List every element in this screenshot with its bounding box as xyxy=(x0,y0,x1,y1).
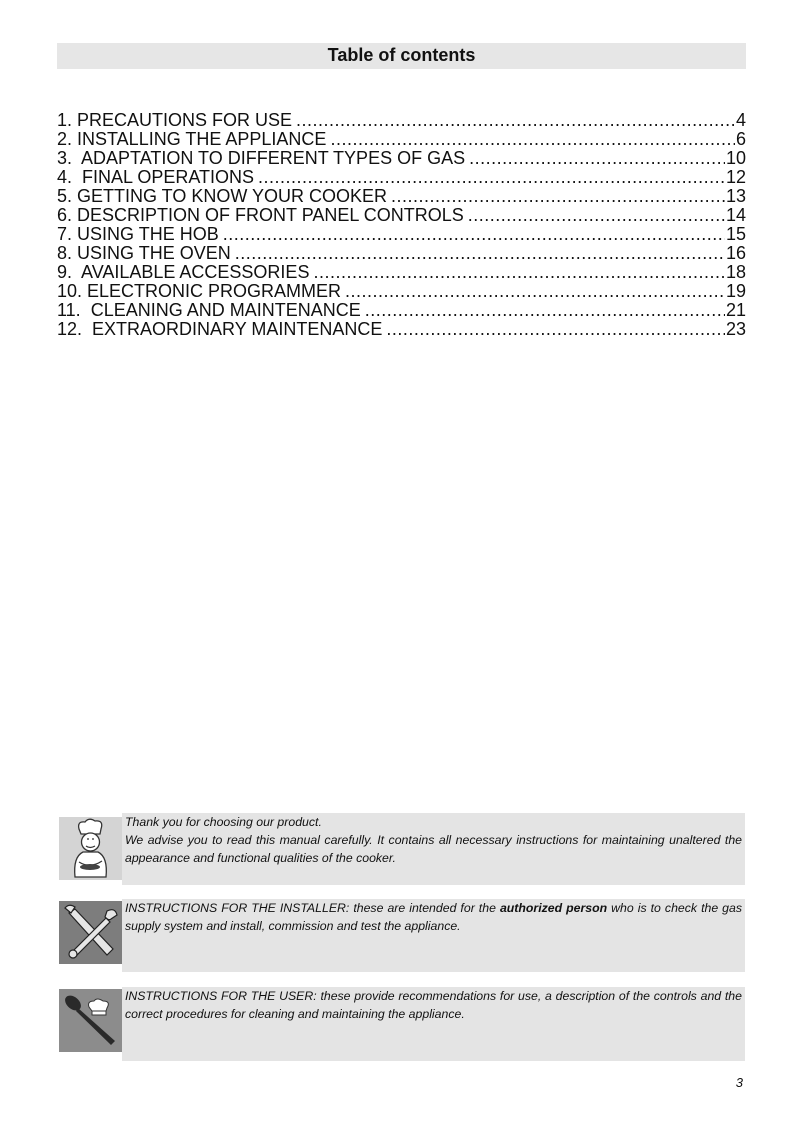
toc-entry-title: 10. ELECTRONIC PROGRAMMER xyxy=(57,282,342,301)
toc-entry[interactable] xyxy=(57,301,746,320)
spoon-icon xyxy=(59,989,122,1052)
welcome-text xyxy=(122,813,745,885)
installer-text-post: who is to check the gas supply system and install, commission and test the appliance. xyxy=(125,901,743,933)
toc-entry-page: 13 xyxy=(725,187,746,206)
toc-entry[interactable] xyxy=(57,168,746,187)
toc-entry-title: 8. USING THE OVEN xyxy=(57,244,231,263)
welcome-line-2: We advise you to read this manual carefully. It contains all necessary instructions for maintaining unaltered the appearance and functional qualities of the cooker. xyxy=(125,833,742,865)
toc-entry-page: 4 xyxy=(735,111,746,130)
welcome-note xyxy=(59,813,745,885)
toc-entry[interactable] xyxy=(57,225,746,244)
toc-entry-page: 23 xyxy=(725,320,746,339)
toc-entry-page: 15 xyxy=(725,225,746,244)
installer-note xyxy=(59,899,745,972)
toc-leader xyxy=(330,130,735,149)
toc-entry-title: 12. EXTRAORDINARY MAINTENANCE xyxy=(57,320,383,339)
installer-text-pre: INSTRUCTIONS FOR THE INSTALLER: these are intended for the xyxy=(125,901,500,915)
user-text xyxy=(122,987,745,1061)
toc-entry[interactable] xyxy=(57,206,746,225)
toc-leader xyxy=(258,168,725,187)
toc-entry-title: 7. USING THE HOB xyxy=(57,225,219,244)
installer-text-bold: authorized person xyxy=(499,901,608,915)
toc-leader xyxy=(223,225,725,244)
tools-icon xyxy=(59,901,122,964)
toc-entry[interactable] xyxy=(57,320,746,339)
toc-leader xyxy=(235,244,725,263)
toc-entry-page: 18 xyxy=(725,263,746,282)
toc-entry[interactable] xyxy=(57,244,746,263)
toc-entry[interactable] xyxy=(57,187,746,206)
toc-entry-title: 11. CLEANING AND MAINTENANCE xyxy=(57,301,361,320)
toc-entry-title: 9. AVAILABLE ACCESSORIES xyxy=(57,263,310,282)
toc-entry[interactable] xyxy=(57,130,746,149)
toc-leader xyxy=(386,320,725,339)
toc-entry-page: 14 xyxy=(725,206,746,225)
toc-entry[interactable] xyxy=(57,263,746,282)
toc-entry-page: 21 xyxy=(725,301,746,320)
toc-entry-page: 10 xyxy=(725,149,746,168)
toc-leader xyxy=(468,206,725,225)
toc-entry-title: 4. FINAL OPERATIONS xyxy=(57,168,255,187)
toc-entry-page: 12 xyxy=(725,168,746,187)
toc-entry-page: 16 xyxy=(725,244,746,263)
toc-leader xyxy=(469,149,725,168)
installer-text xyxy=(122,899,745,972)
toc-leader xyxy=(391,187,725,206)
welcome-line-1: Thank you for choosing our product. xyxy=(125,815,322,829)
toc-entry-page: 19 xyxy=(725,282,746,301)
chef-icon xyxy=(59,817,122,880)
user-note xyxy=(59,987,745,1061)
toc-leader xyxy=(313,263,725,282)
toc-entry-title: 6. DESCRIPTION OF FRONT PANEL CONTROLS xyxy=(57,206,464,225)
toc-entry[interactable] xyxy=(57,282,746,301)
toc-entry-title: 3. ADAPTATION TO DIFFERENT TYPES OF GAS xyxy=(57,149,466,168)
page-title: Table of contents xyxy=(57,43,746,69)
toc-entry-title: 5. GETTING TO KNOW YOUR COOKER xyxy=(57,187,388,206)
table-of-contents xyxy=(57,111,746,339)
toc-entry-title: 2. INSTALLING THE APPLIANCE xyxy=(57,130,327,149)
toc-entry[interactable] xyxy=(57,149,746,168)
toc-leader xyxy=(296,111,735,130)
toc-leader xyxy=(365,301,725,320)
toc-entry-title: 1. PRECAUTIONS FOR USE xyxy=(57,111,293,130)
user-text-body: INSTRUCTIONS FOR THE USER: these provide recommendations for use, a description of the controls and the correct procedures for cleaning and maintaining the appliance. xyxy=(125,989,742,1021)
page-number: 3 xyxy=(735,1075,743,1090)
toc-entry[interactable] xyxy=(57,111,746,130)
toc-entry-page: 6 xyxy=(735,130,746,149)
toc-leader xyxy=(345,282,725,301)
